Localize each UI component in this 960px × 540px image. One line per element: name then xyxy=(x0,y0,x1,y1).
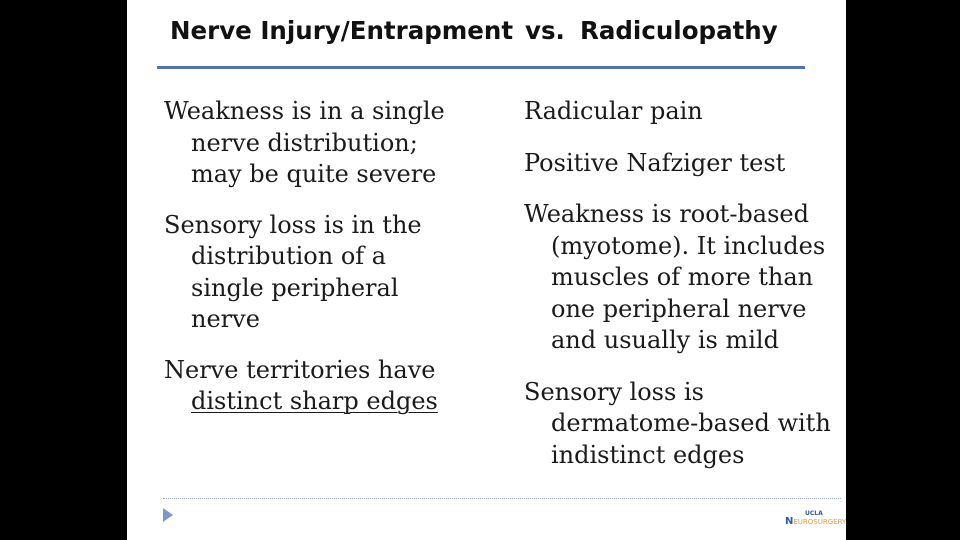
slide xyxy=(127,0,846,540)
right-item-nafziger: Positive Nafziger test xyxy=(524,148,786,177)
title-left: Nerve Injury/Entrapment xyxy=(170,16,514,45)
left-item-territories-text: Nerve territories have xyxy=(164,355,436,384)
right-item-weakness: Weakness is root-based (myotome). It includes muscles of more than one peripheral nerve and usually is mild xyxy=(524,200,826,354)
ucla-neurosurgery-logo xyxy=(785,510,846,530)
logo-top-text: UCLA xyxy=(805,510,823,517)
title-right: Radiculopathy xyxy=(580,16,778,45)
logo-initial: N xyxy=(785,516,794,527)
left-column xyxy=(164,96,464,418)
left-item-weakness: Weakness is in a single nerve distribution; may be quite severe xyxy=(164,97,445,188)
right-column xyxy=(524,96,842,471)
logo-rest: EUROSURGERY xyxy=(793,518,846,526)
left-item-territories xyxy=(164,355,464,418)
right-triangle-icon xyxy=(163,508,173,522)
footer-divider xyxy=(163,498,841,499)
left-item-sensory: Sensory loss is in the distribution of a single peripheral nerve xyxy=(164,210,422,333)
logo-brand xyxy=(785,516,846,527)
title-vs: vs. xyxy=(525,16,565,45)
left-item-territories-underlined: distinct sharp edges xyxy=(191,387,438,415)
right-item-sensory: Sensory loss is dermatome-based with indistinct edges xyxy=(524,377,831,469)
right-item-radicular-pain: Radicular pain xyxy=(524,97,703,125)
title-divider xyxy=(157,66,805,69)
